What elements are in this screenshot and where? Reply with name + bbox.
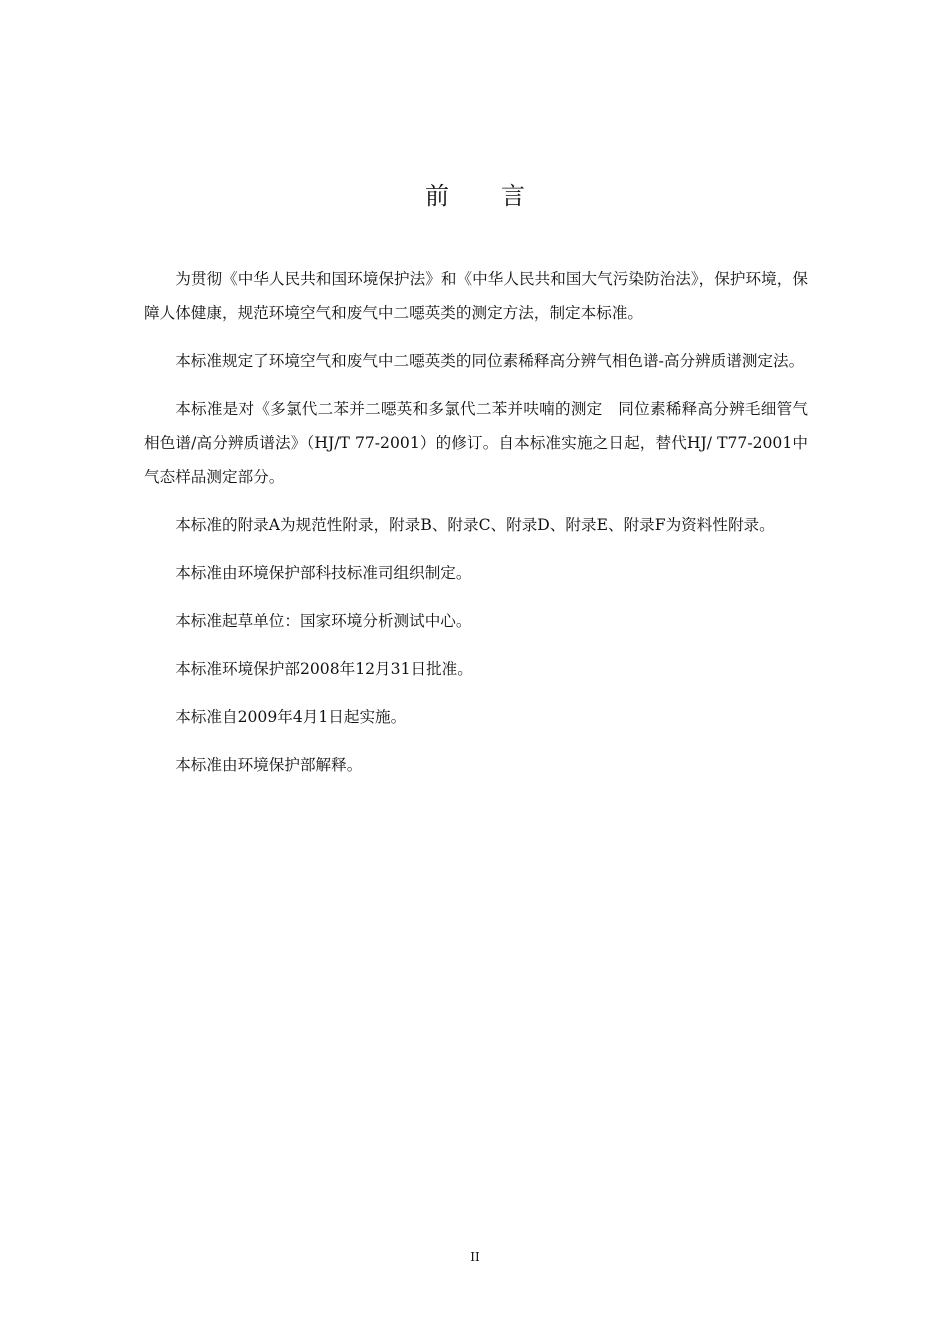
paragraph-approval: 本标准环境保护部2008年12月31日批准。	[175, 660, 473, 678]
page-number: II	[470, 1250, 480, 1264]
paragraph-effective-date: 本标准自2009年4月1日起实施。	[175, 708, 407, 726]
paragraph-organizer: 本标准由环境保护部科技标准司组织制定。	[175, 564, 472, 582]
title-char-2: 言	[501, 182, 525, 210]
paragraph-scope: 本标准规定了环境空气和废气中二噁英类的同位素稀释高分辨气相色谱-高分辨质谱测定法。	[175, 352, 805, 370]
page-title	[0, 176, 950, 211]
paragraph-appendix: 本标准的附录A为规范性附录，附录B、附录C、附录D、附录E、附录F为资料性附录。	[175, 516, 775, 534]
foreword-body	[144, 262, 808, 796]
title-char-1: 前	[425, 182, 449, 210]
paragraph-interpretation: 本标准由环境保护部解释。	[175, 756, 363, 774]
paragraph-revision: 本标准是对《多氯代二苯并二噁英和多氯代二苯并呋喃的测定 同位素稀释高分辨毛细管气相色谱/高分辨质谱法》（HJ/T 77-2001）的修订。自本标准实施之日起，替代HJ/ T77-2001中气态样品测定部分。	[144, 400, 808, 486]
paragraph-purpose: 为贯彻《中华人民共和国环境保护法》和《中华人民共和国大气污染防治法》，保护环境，保障人体健康，规范环境空气和废气中二噁英类的测定方法，制定本标准。	[144, 270, 808, 322]
paragraph-drafter: 本标准起草单位：国家环境分析测试中心。	[175, 612, 472, 630]
